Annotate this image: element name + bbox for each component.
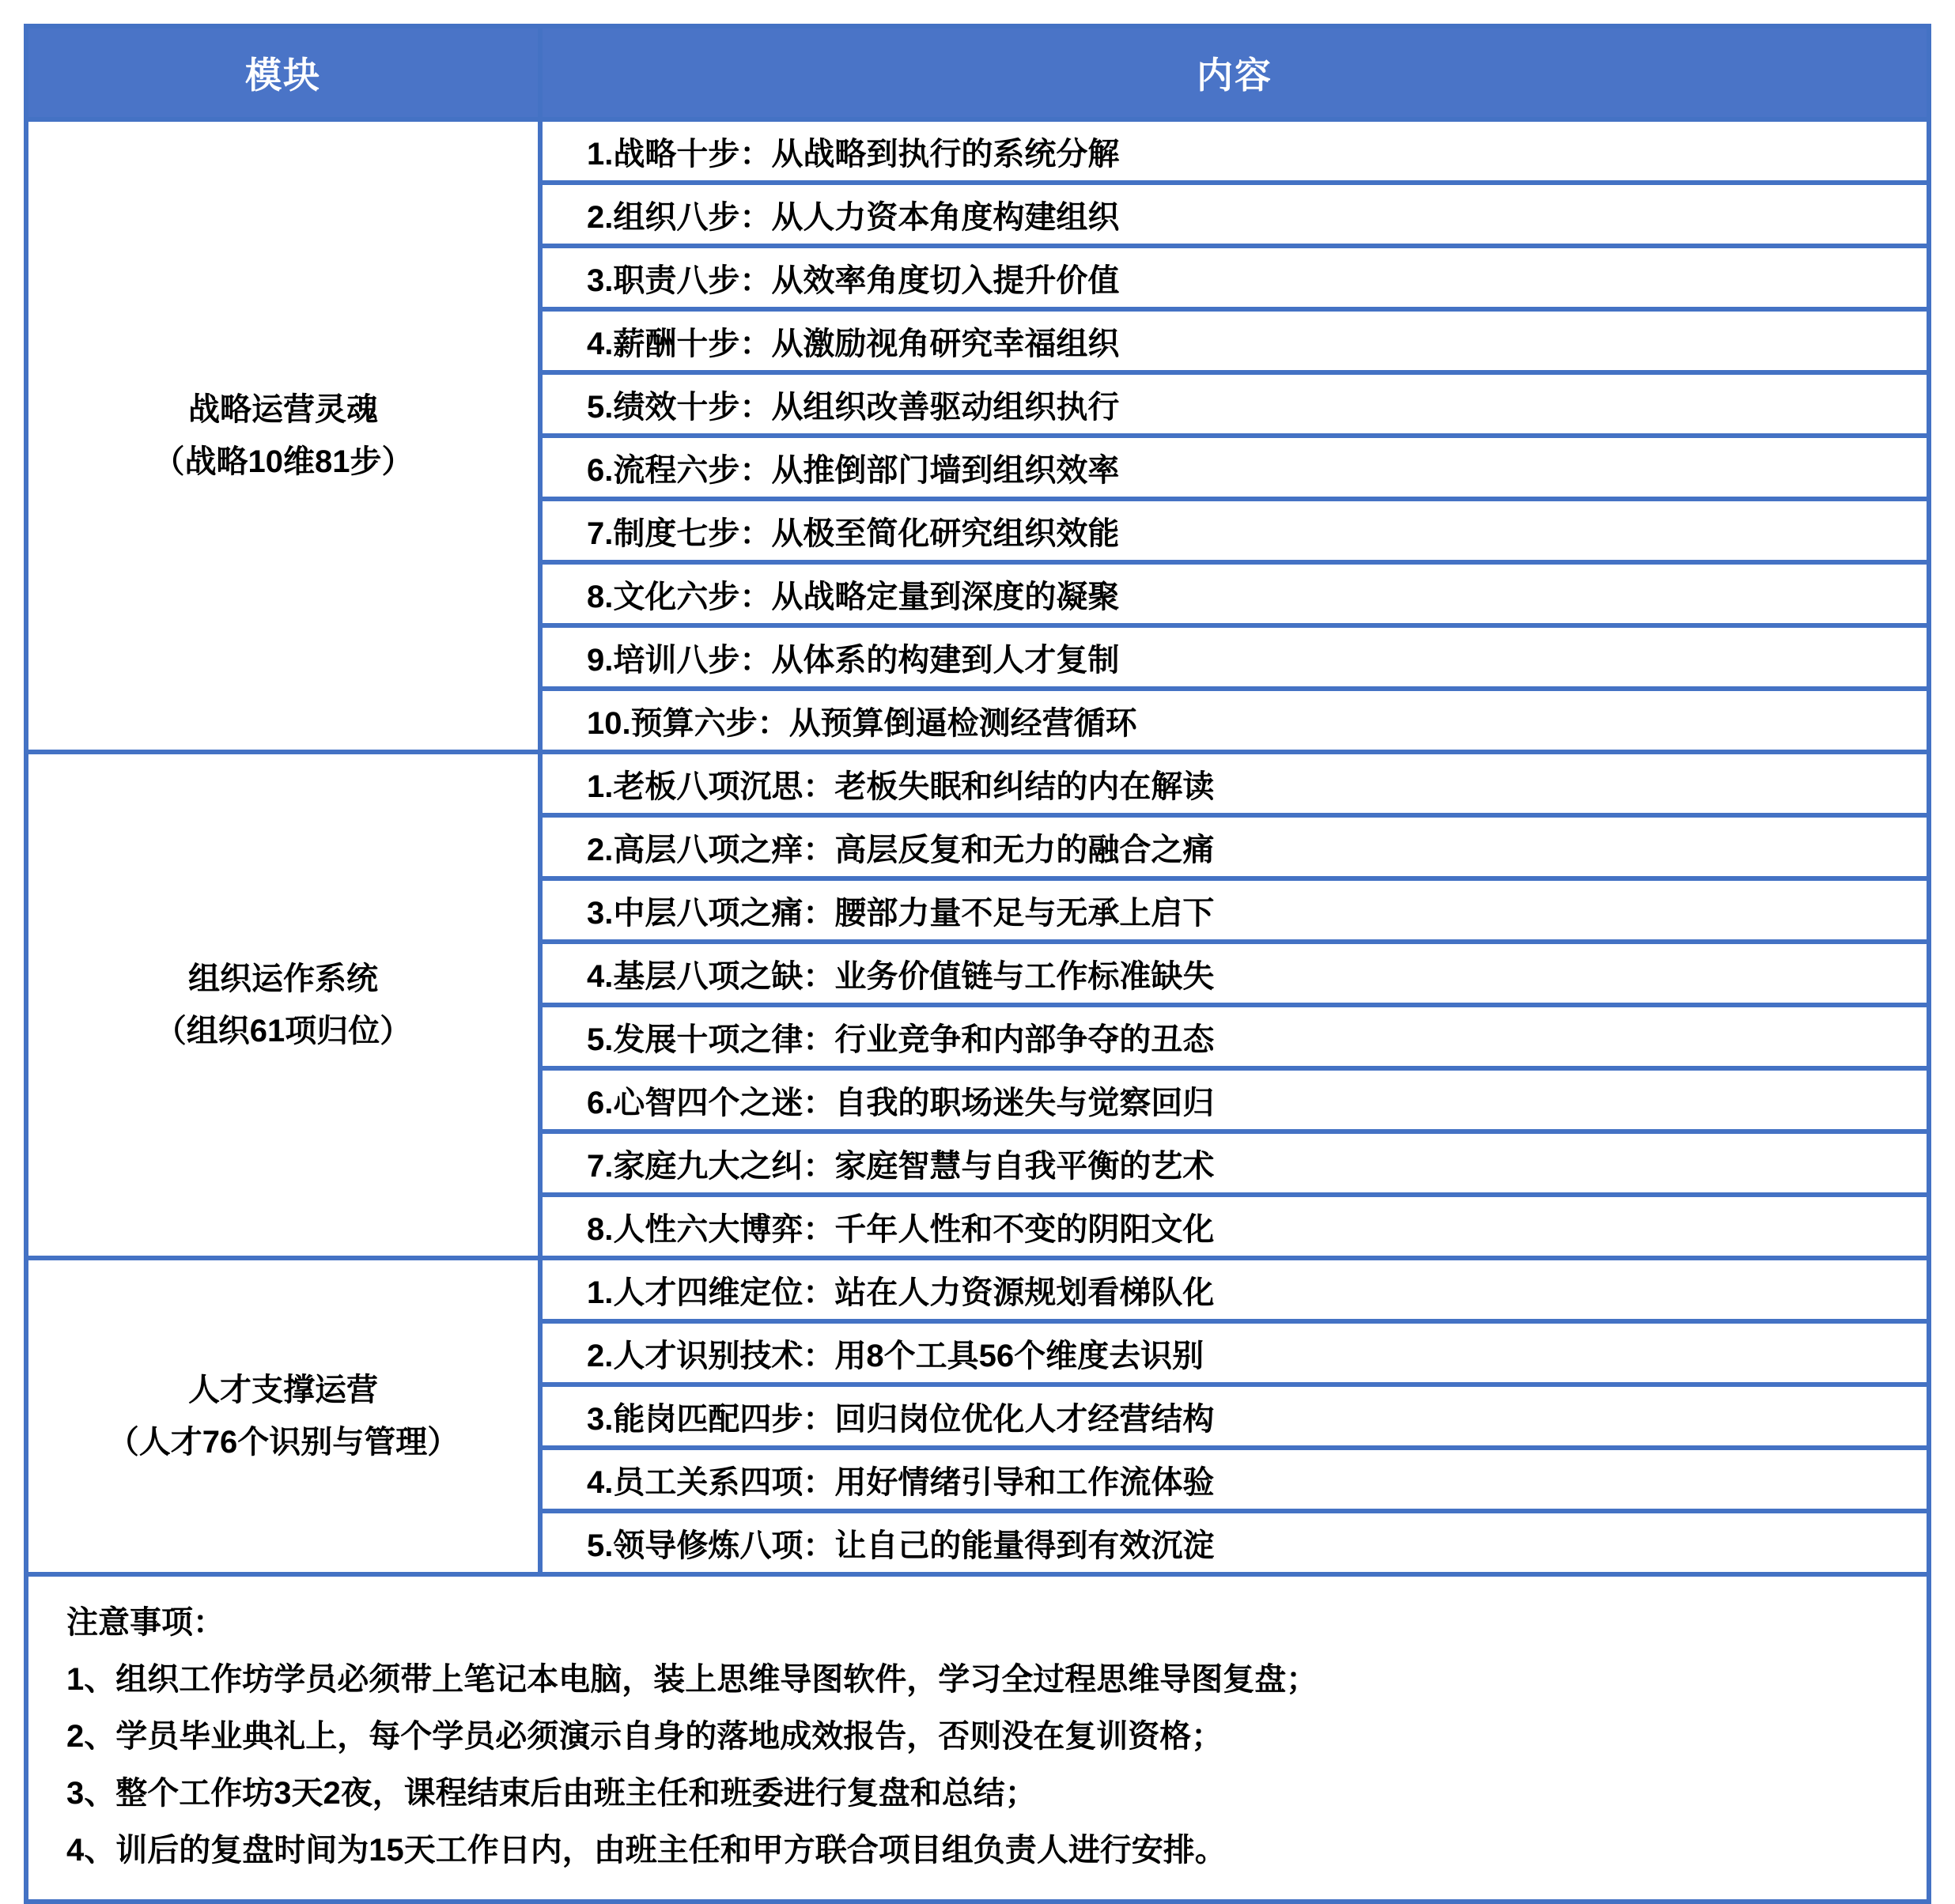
table-row [26,119,1929,183]
content-cell: 2.人才识别技术：用8个工具56个维度去识别 [540,1321,1929,1385]
module-cell-organization [26,752,540,1258]
header-row [26,26,1929,119]
note-item: 1、组织工作坊学员必须带上笔记本电脑，装上思维导图软件，学习全过程思维导图复盘； [66,1662,1318,1697]
col-header-content: 内容 [540,26,1929,119]
content-cell: 1.人才四维定位：站在人力资源规划看梯队化 [540,1258,1929,1321]
content-cell: 6.流程六步：从推倒部门墙到组织效率 [540,436,1929,499]
module-title: 战略运营灵魂 [188,392,378,427]
content-cell: 8.人性六大博弈：千年人性和不变的阴阳文化 [540,1195,1929,1258]
content-cell: 3.中层八项之痛：腰部力量不足与无承上启下 [540,878,1929,942]
module-title: 人才支撑运营 [188,1373,378,1407]
content-cell: 5.绩效十步：从组织改善驱动组织执行 [540,372,1929,436]
module-cell-strategy [26,119,540,752]
module-cell-talent [26,1258,540,1574]
module-subtitle: （组织61项归位） [154,1014,412,1048]
content-cell: 5.领导修炼八项：让自己的能量得到有效沉淀 [540,1511,1929,1574]
content-cell: 8.文化六步：从战略定量到深度的凝聚 [540,562,1929,625]
notes-row [26,1574,1929,1902]
notes-title: 注意事项： [66,1605,225,1640]
note-item: 3、整个工作坊3天2夜，课程结束后由班主任和班委进行复盘和总结； [66,1776,1037,1811]
table-row [26,1258,1929,1321]
notes-cell [26,1574,1929,1902]
course-table [24,24,1931,1904]
content-cell: 2.组织八步：从人力资本角度构建组织 [540,183,1929,246]
content-cell: 3.能岗匹配四步：回归岗位优化人才经营结构 [540,1385,1929,1448]
content-cell: 3.职责八步：从效率角度切入提升价值 [540,246,1929,309]
table-row [26,752,1929,815]
module-subtitle: （人才76个识别与管理） [107,1425,459,1460]
content-cell: 9.培训八步：从体系的构建到人才复制 [540,625,1929,689]
content-cell: 10.预算六步：从预算倒逼检测经营循环 [540,689,1929,752]
col-header-module: 模块 [26,26,540,119]
module-title: 组织运作系统 [188,961,378,996]
note-item: 2、学员毕业典礼上，每个学员必须演示自身的落地成效报告，否则没在复训资格； [66,1719,1223,1754]
content-cell: 4.薪酬十步：从激励视角研究幸福组织 [540,309,1929,372]
content-cell: 4.基层八项之缺：业务价值链与工作标准缺失 [540,942,1929,1005]
content-cell: 2.高层八项之痒：高层反复和无力的融合之痛 [540,815,1929,878]
module-subtitle: （战略10维81步） [153,444,414,479]
content-cell: 1.老板八项沉思：老板失眠和纠结的内在解读 [540,752,1929,815]
content-cell: 7.家庭九大之纠：家庭智慧与自我平衡的艺术 [540,1131,1929,1195]
content-cell: 1.战略十步：从战略到执行的系统分解 [540,119,1929,183]
content-cell: 4.员工关系四项：用好情绪引导和工作流体验 [540,1448,1929,1511]
content-cell: 7.制度七步：从极至简化研究组织效能 [540,499,1929,562]
content-cell: 6.心智四个之迷：自我的职场迷失与觉察回归 [540,1068,1929,1131]
note-item: 4、训后的复盘时间为15天工作日内，由班主任和甲方联合项目组负责人进行安排。 [66,1833,1227,1868]
content-cell: 5.发展十项之律：行业竞争和内部争夺的丑态 [540,1005,1929,1068]
